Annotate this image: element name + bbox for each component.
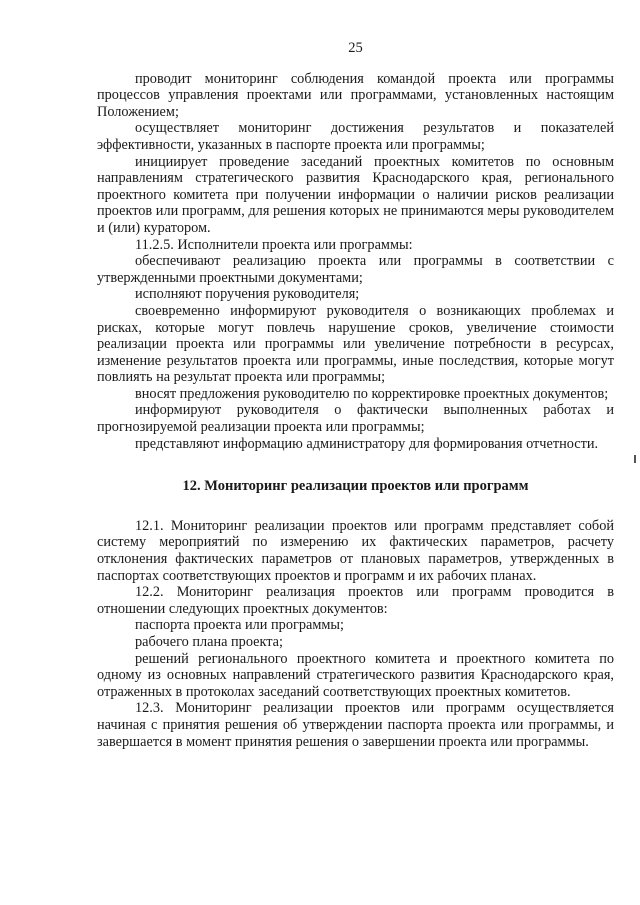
paragraph: 12.3. Мониторинг реализации проектов или программ осуществляется начиная с принятия решения об утверждении паспорта проекта или программы, и завершается в момент принятия решения о завершении проекта или программы. bbox=[97, 700, 614, 750]
paragraph: проводит мониторинг соблюдения командой проекта или программы процессов управления проектами или программами, установленных настоящим Положением; bbox=[97, 70, 614, 120]
paragraph: 12.1. Мониторинг реализации проектов или программ представляет собой систему мероприятий по измерению их фактических параметров, расчету отклонения фактических параметров от плановых параметров, утвержденных в паспортах соответствующих проектов и программ и их рабочих планах. bbox=[97, 517, 614, 584]
paragraph: вносят предложения руководителю по корректировке проектных документов; bbox=[135, 385, 609, 402]
paragraph: осуществляет мониторинг достижения результатов и показателей эффективности, указанных в паспорте проекта или программы; bbox=[97, 120, 614, 153]
paragraph: 12.2. Мониторинг реализация проектов или программ проводится в отношении следующих проектных документов: bbox=[97, 584, 614, 617]
paragraph: решений регионального проектного комитета и проектного комитета по одному из основных направлений стратегического развития Краснодарского края, отраженных в протоколах заседаний соответствующих проектных комитетов. bbox=[97, 650, 614, 700]
paragraph: обеспечивают реализацию проекта или программы в соответствии с утвержденными проектными документами; bbox=[97, 253, 614, 286]
scan-edge-mark bbox=[634, 455, 636, 463]
paragraph: информируют руководителя о фактически выполненных работах и прогнозируемой реализации проекта или программы; bbox=[97, 402, 614, 436]
bottom-paragraphs bbox=[97, 518, 614, 750]
paragraph: исполняют поручения руководителя; bbox=[135, 286, 360, 303]
paragraph: представляют информацию администратору для формирования отчетности. bbox=[135, 435, 599, 452]
paragraph: своевременно информируют руководителя о возникающих проблемах и рисках, которые могут повлечь нарушение сроков, увеличение стоимости реализации проекта или программы или увеличение потребности в ресурсах, изменение результатов проекта или программы, иные последствия, которые могут повлиять на результат проекта или программы; bbox=[97, 302, 614, 386]
page-number: 25 bbox=[348, 40, 363, 56]
paragraph: 11.2.5. Исполнители проекта или программы: bbox=[135, 236, 413, 253]
paragraph: паспорта проекта или программы; bbox=[135, 617, 345, 634]
section-heading: 12. Мониторинг реализации проектов или программ bbox=[182, 478, 529, 495]
top-paragraphs bbox=[97, 71, 614, 453]
paragraph: инициирует проведение заседаний проектных комитетов по основным направлениям стратегического развития Краснодарского края, регионального проектного комитета при получении информации о наличии рисков реализации проектов или программ, для решения которых не принимаются меры руководителем и (или) куратором. bbox=[97, 153, 614, 236]
paragraph: рабочего плана проекта; bbox=[135, 634, 283, 650]
